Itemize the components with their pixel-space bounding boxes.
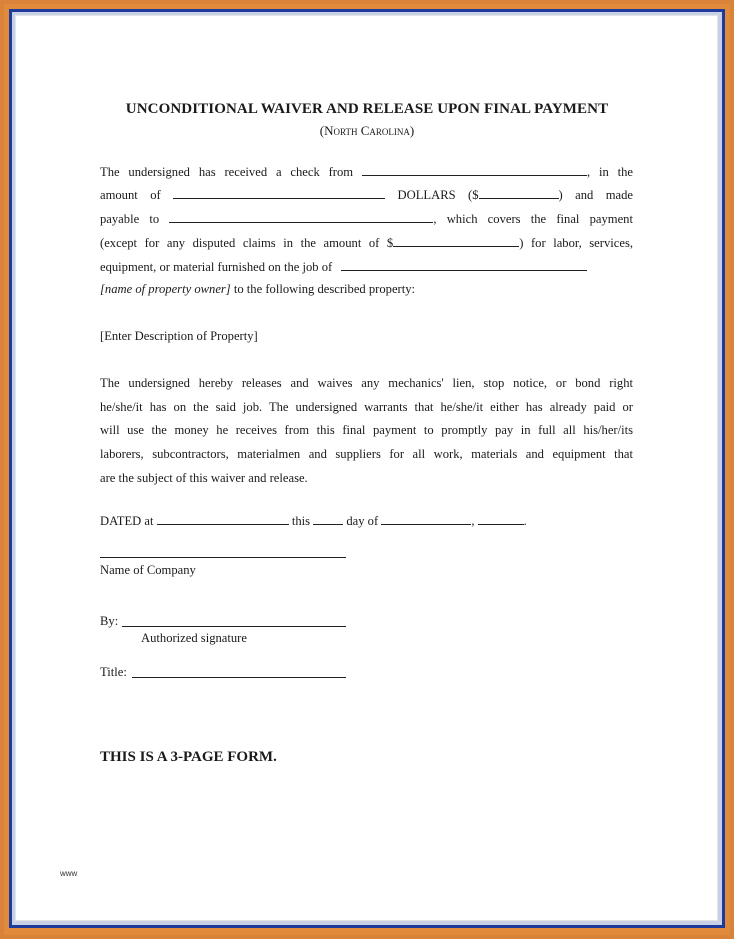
para1-line1: [100, 163, 633, 180]
dated-label: DATED at: [100, 514, 154, 528]
para2-line2: he/she/it has on the said job. The undersigned warrants that he/she/it either has already paid or: [100, 400, 633, 414]
text-fragment: ) and made: [558, 188, 633, 202]
para1-line3: [100, 210, 633, 227]
payer-blank[interactable]: [362, 163, 587, 176]
text-fragment: equipment, or material furnished on the job of: [100, 260, 333, 274]
para1-line5: [100, 258, 587, 275]
text-fragment: amount of: [100, 188, 161, 202]
title-label: Title:: [100, 665, 127, 679]
authorized-signature-label: Authorized signature: [141, 631, 247, 645]
watermark: www: [60, 869, 78, 878]
month-blank[interactable]: [381, 512, 471, 525]
para2-line3: will use the money he receives from this final payment to promptly pay in full all his/her/its: [100, 423, 633, 437]
para1-line6: [100, 282, 415, 297]
by-label: By:: [100, 614, 119, 628]
company-signature-line[interactable]: [100, 557, 346, 558]
para1-line4: [100, 234, 633, 251]
amount-number-blank[interactable]: [479, 186, 559, 199]
text-fragment: this: [291, 514, 311, 528]
para2-line1: The undersigned hereby releases and waives any mechanics' lien, stop notice, or bond right: [100, 376, 633, 390]
job-blank[interactable]: [341, 258, 587, 271]
year-blank[interactable]: [478, 512, 524, 525]
title-line[interactable]: [132, 677, 346, 678]
text-fragment: DOLLARS ($: [397, 188, 479, 202]
day-blank[interactable]: [313, 512, 343, 525]
text-fragment: (except for any disputed claims in the amount of $: [100, 236, 394, 250]
disputed-amount-blank[interactable]: [393, 234, 519, 247]
payee-blank[interactable]: [169, 210, 433, 223]
by-signature-line[interactable]: [122, 626, 346, 627]
name-of-company-label: Name of Company: [100, 563, 196, 577]
document-title: UNCONDITIONAL WAIVER AND RELEASE UPON FINAL PAYMENT: [125, 101, 609, 117]
property-description[interactable]: [Enter Description of Property]: [100, 329, 258, 343]
amount-words-blank[interactable]: [173, 186, 385, 199]
dated-line: [100, 512, 527, 529]
text-fragment: ,: [471, 514, 475, 528]
text-fragment: , in the: [586, 165, 633, 179]
text-fragment: , which covers the final payment: [433, 212, 633, 226]
document-page: [15, 15, 718, 921]
text-fragment: to the following described property:: [230, 282, 416, 296]
text-fragment: ) for labor, services,: [519, 236, 633, 250]
property-owner-placeholder: [name of property owner]: [100, 282, 231, 296]
text-fragment: The undersigned has received a check from: [100, 165, 354, 179]
text-fragment: .: [523, 514, 527, 528]
para2-line4: laborers, subcontractors, materialmen and suppliers for all work, materials and equipment that: [100, 447, 633, 461]
text-fragment: day of: [346, 514, 379, 528]
form-note: THIS IS A 3-PAGE FORM.: [100, 749, 277, 765]
document-subtitle: (North Carolina): [319, 123, 415, 138]
para2-line5: are the subject of this waiver and release.: [100, 471, 308, 485]
text-fragment: payable to: [100, 212, 160, 226]
dated-place-blank[interactable]: [157, 512, 289, 525]
para1-line2: [100, 186, 633, 203]
